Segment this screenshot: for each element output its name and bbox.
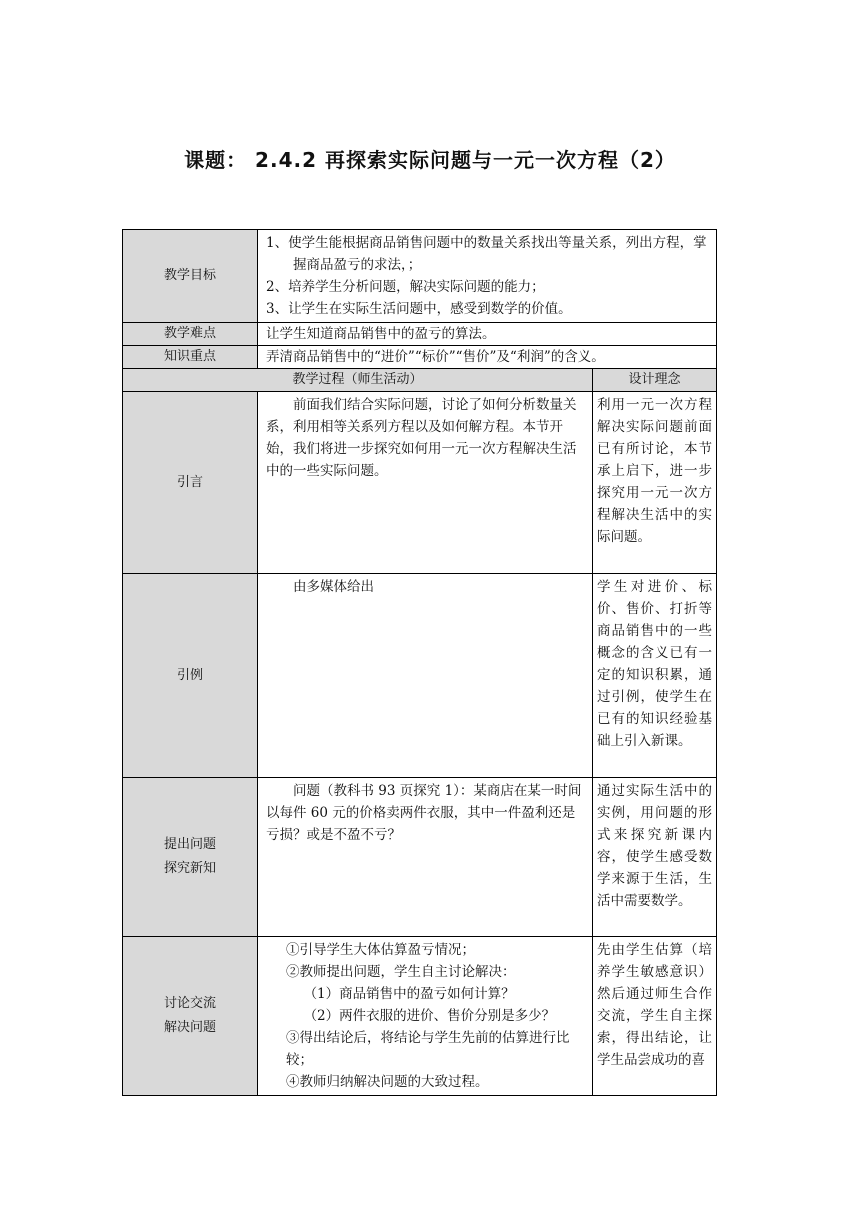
section-note: 通过实际生活中的实例，用问题的形式来探究新课内容，使学生感受数学来源于生活，生活中需要数学。 [593, 778, 717, 937]
section-row-example [123, 574, 717, 778]
lesson-plan-table [122, 229, 717, 1096]
objectives-content [258, 230, 717, 323]
key-points-label: 知识重点 [123, 346, 258, 369]
section-content: 由多媒体给出 [258, 574, 593, 778]
section-row-problem [123, 778, 717, 937]
difficulty-text: 让学生知道商品销售中的盈亏的算法。 [258, 323, 717, 346]
section-label [123, 937, 258, 1096]
objective-item-3: 3、让学生在实际生活问题中，感受到数学的价值。 [266, 301, 572, 317]
lesson-title: 课题： 2.4.2 再探索实际问题与一元一次方程（2） [184, 148, 676, 172]
section-label [123, 574, 258, 778]
process-header: 教学过程（师生活动） [123, 369, 593, 392]
step-item: ②教师提出问题，学生自主讨论解决： [286, 964, 516, 980]
section-content: 问题（教科书 93 页探究 1）：某商店在某一时间以每件 60 元的价格卖两件衣服，其中一件盈利还是亏损？或是不盈不亏？ [258, 778, 593, 937]
objectives-row [123, 230, 717, 323]
section-label-line: 提出问题 [164, 837, 217, 852]
process-header-row [123, 369, 717, 392]
section-content: 前面我们结合实际问题，讨论了如何分析数量关系，利用相等关系列方程以及如何解方程。本节开始，我们将进一步探究如何用一元一次方程解决生活中的一些实际问题。 [258, 392, 593, 574]
section-label-line: 引例 [177, 667, 204, 683]
section-label [123, 392, 258, 574]
section-note: 学生对进价、标价、售价、打折等商品销售中的一些概念的含义已有一定的知识积累，通过引例，使学生在已有的知识经验基础上引入新课。 [593, 574, 717, 778]
rationale-header: 设计理念 [593, 369, 717, 392]
difficulty-row [123, 323, 717, 346]
section-note: 利用一元一次方程解决实际问题前面已有所讨论，本节承上启下，进一步探究用一元一次方程解决生活中的实际问题。 [593, 392, 717, 574]
step-item: ④教师归纳解决问题的大致过程。 [286, 1074, 489, 1090]
objective-item-2: 2、培养学生分析问题，解决实际问题的能力； [266, 279, 545, 295]
step-subitem: （1）商品销售中的盈亏如何计算？ [303, 986, 515, 1002]
step-item: ①引导学生大体估算盈亏情况； [286, 942, 476, 958]
key-points-row [123, 346, 717, 369]
section-label-line: 引言 [177, 474, 204, 490]
section-label [123, 778, 258, 937]
objective-item-1: 1、使学生能根据商品销售问题中的数量关系找出等量关系，列出方程，掌握商品盈亏的求法，； [266, 235, 707, 273]
section-note: 先由学生估算（培养学生敏感意识）然后通过师生合作交流，学生自主探索，得出结论，让学生品尝成功的喜 [593, 937, 717, 1096]
step-subitem: （2）两件衣服的进价、售价分别是多少？ [303, 1008, 556, 1024]
key-points-text: 弄清商品销售中的“进价”“标价”“售价”及“利润”的含义。 [258, 346, 717, 369]
difficulty-label: 教学难点 [123, 323, 258, 346]
objectives-label: 教学目标 [123, 230, 258, 323]
section-label-line: 讨论交流 [164, 996, 217, 1011]
section-label-line: 解决问题 [164, 1020, 217, 1035]
section-row-discussion [123, 937, 717, 1096]
section-content [258, 937, 593, 1096]
step-item: ③得出结论后，将结论与学生先前的估算进行比较； [286, 1030, 570, 1068]
section-row-intro [123, 392, 717, 574]
section-label-line: 探究新知 [164, 861, 217, 876]
